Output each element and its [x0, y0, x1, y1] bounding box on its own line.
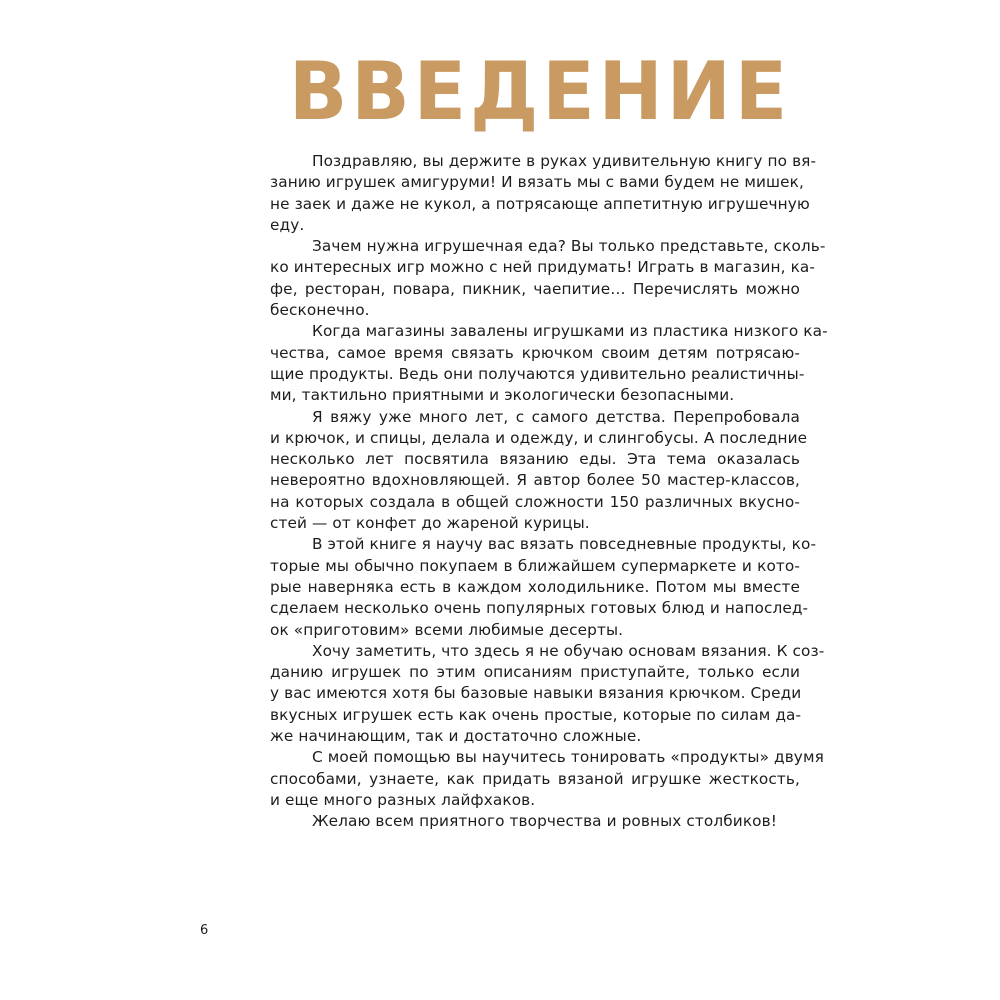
paragraph	[270, 747, 824, 811]
text-line: еду.	[270, 215, 305, 234]
text-line: ми, тактильно приятными и экологически безопасными.	[270, 386, 735, 405]
paragraph	[270, 534, 817, 640]
intro-body-text	[270, 151, 828, 833]
text-line: занию игрушек амигуруми! И вязать мы с вами будем не мишек,	[270, 173, 804, 192]
text-line: способами, узнаете, как придать вязаной игрушке жесткость,	[270, 769, 800, 788]
text-line: на которых создала в общей сложности 150 различных вкусно-	[270, 492, 800, 511]
text-line: Поздравляю, вы держите в руках удивительную книгу по вя-	[312, 152, 817, 170]
text-line: ок «приготовим» всеми любимые десерты.	[270, 620, 624, 639]
text-line: В этой книге я научу вас вязать повседневные продукты, ко-	[312, 535, 817, 554]
text-line: бесконечно.	[270, 301, 370, 320]
text-line: чества, самое время связать крючком своим детям потрясаю-	[270, 343, 800, 362]
paragraph	[270, 236, 826, 321]
text-line: у вас имеются хотя бы базовые навыки вязания крючком. Среди	[270, 684, 802, 703]
text-line: Я вяжу уже много лет, с самого детства. Перепробовала	[312, 407, 800, 426]
text-line: Зачем нужна игрушечная еда? Вы только представьте, сколь-	[312, 237, 826, 256]
text-line: Когда магазины завалены игрушками из пластика низкого ка-	[312, 322, 828, 341]
text-line: же начинающим, так и достаточно сложные.	[270, 727, 642, 746]
chapter-title: ВВЕДЕНИЕ	[288, 45, 792, 138]
text-line: Хочу заметить, что здесь я не обучаю основам вязания. К соз-	[312, 641, 825, 660]
text-line: Желаю всем приятного творчества и ровных столбиков!	[312, 812, 777, 831]
text-line: щие продукты. Ведь они получаются удивительно реалистичны-	[270, 364, 805, 383]
text-line: и еще много разных лайфхаков.	[270, 790, 536, 809]
text-line: несколько лет посвятила вязанию еды. Эта тема оказалась	[270, 450, 800, 469]
text-line: данию игрушек по этим описаниям приступайте, только если	[270, 663, 800, 682]
text-line: ко интересных игр можно с ней придумать! Играть в магазин, ка-	[270, 258, 815, 277]
paragraph	[270, 407, 808, 535]
text-line: и крючок, и спицы, делала и одежду, и слингобусы. А последние	[270, 428, 808, 447]
paragraph	[270, 641, 825, 747]
text-line: вкусных игрушек есть как очень простые, которые по силам да-	[270, 705, 802, 724]
text-line: С моей помощью вы научитесь тонировать «продукты» двумя	[312, 748, 824, 767]
text-line: рые наверняка есть в каждом холодильнике. Потом мы вместе	[270, 577, 800, 596]
text-line: торые мы обычно покупаем в ближайшем супермаркете и кото-	[270, 556, 800, 575]
text-line: невероятно вдохновляющей. Я автор более 50 мастер-классов,	[270, 471, 800, 490]
page-number: 6	[200, 923, 209, 938]
paragraph	[270, 151, 817, 236]
text-line: сделаем несколько очень популярных готовых блюд и напослед-	[270, 599, 809, 618]
paragraph	[270, 321, 828, 406]
text-line: фе, ресторан, повара, пикник, чаепитие… Перечислять можно	[270, 279, 800, 298]
paragraph	[270, 811, 800, 832]
text-line: не заек и даже не кукол, а потрясающе аппетитную игрушечную	[270, 194, 810, 213]
text-line: стей — от конфет до жареной курицы.	[270, 514, 590, 533]
